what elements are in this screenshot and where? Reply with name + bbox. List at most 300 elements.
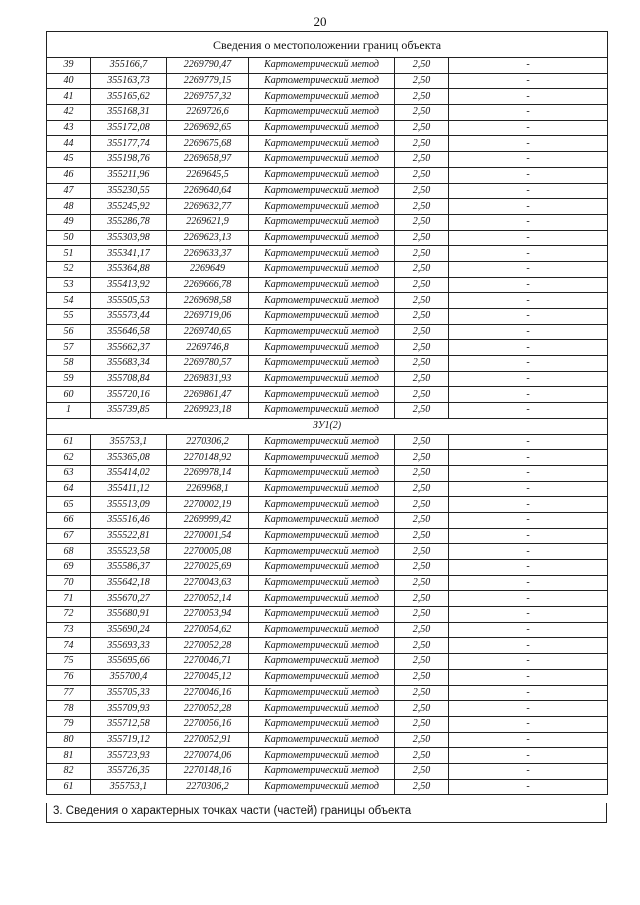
- point-number-cell: 56: [47, 324, 91, 340]
- x-coordinate-cell: 355245,92: [91, 199, 167, 215]
- method-cell: Картометрический метод: [249, 120, 395, 136]
- x-coordinate-cell: 355505,53: [91, 293, 167, 309]
- accuracy-cell: 2,50: [395, 732, 449, 748]
- point-number-cell: 72: [47, 607, 91, 623]
- point-number-cell: 43: [47, 120, 91, 136]
- description-cell: -: [449, 136, 608, 152]
- point-number-cell: 46: [47, 167, 91, 183]
- description-cell: -: [449, 732, 608, 748]
- point-number-cell: 61: [47, 434, 91, 450]
- y-coordinate-cell: 2269675,68: [167, 136, 249, 152]
- method-cell: Картометрический метод: [249, 214, 395, 230]
- accuracy-cell: 2,50: [395, 607, 449, 623]
- y-coordinate-cell: 2270001,54: [167, 528, 249, 544]
- accuracy-cell: 2,50: [395, 340, 449, 356]
- boundary-table: [46, 31, 608, 795]
- point-number-cell: 42: [47, 105, 91, 121]
- table-row: [47, 481, 608, 497]
- method-cell: Картометрический метод: [249, 403, 395, 419]
- description-cell: -: [449, 654, 608, 670]
- point-number-cell: 78: [47, 701, 91, 717]
- description-cell: -: [449, 544, 608, 560]
- accuracy-cell: 2,50: [395, 293, 449, 309]
- y-coordinate-cell: 2269649: [167, 261, 249, 277]
- accuracy-cell: 2,50: [395, 261, 449, 277]
- accuracy-cell: 2,50: [395, 89, 449, 105]
- y-coordinate-cell: 2269780,57: [167, 356, 249, 372]
- description-cell: -: [449, 403, 608, 419]
- accuracy-cell: 2,50: [395, 450, 449, 466]
- description-cell: -: [449, 748, 608, 764]
- point-number-cell: 53: [47, 277, 91, 293]
- x-coordinate-cell: 355513,09: [91, 497, 167, 513]
- method-cell: Картометрический метод: [249, 230, 395, 246]
- table-row: [47, 152, 608, 168]
- y-coordinate-cell: 2269692,65: [167, 120, 249, 136]
- accuracy-cell: 2,50: [395, 199, 449, 215]
- y-coordinate-cell: 2269978,14: [167, 465, 249, 481]
- x-coordinate-cell: 355753,1: [91, 779, 167, 795]
- point-number-cell: 71: [47, 591, 91, 607]
- accuracy-cell: 2,50: [395, 356, 449, 372]
- y-coordinate-cell: 2269658,97: [167, 152, 249, 168]
- table-row: [47, 763, 608, 779]
- description-cell: -: [449, 779, 608, 795]
- accuracy-cell: 2,50: [395, 591, 449, 607]
- table-row: [47, 575, 608, 591]
- accuracy-cell: 2,50: [395, 246, 449, 262]
- x-coordinate-cell: 355230,55: [91, 183, 167, 199]
- description-cell: -: [449, 669, 608, 685]
- description-cell: -: [449, 575, 608, 591]
- y-coordinate-cell: 2270148,16: [167, 763, 249, 779]
- y-coordinate-cell: 2269726,6: [167, 105, 249, 121]
- accuracy-cell: 2,50: [395, 73, 449, 89]
- x-coordinate-cell: 355712,58: [91, 716, 167, 732]
- table-row: [47, 591, 608, 607]
- point-number-cell: 61: [47, 779, 91, 795]
- x-coordinate-cell: 355739,85: [91, 403, 167, 419]
- method-cell: Картометрический метод: [249, 340, 395, 356]
- table-row: [47, 261, 608, 277]
- point-number-cell: 51: [47, 246, 91, 262]
- y-coordinate-cell: 2269779,15: [167, 73, 249, 89]
- y-coordinate-cell: 2270056,16: [167, 716, 249, 732]
- description-cell: -: [449, 183, 608, 199]
- table-row: [47, 607, 608, 623]
- page-number: 20: [313, 14, 327, 29]
- description-cell: -: [449, 371, 608, 387]
- x-coordinate-cell: 355303,98: [91, 230, 167, 246]
- y-coordinate-cell: 2269633,37: [167, 246, 249, 262]
- table-row: [47, 58, 608, 74]
- table-row: [47, 324, 608, 340]
- x-coordinate-cell: 355413,92: [91, 277, 167, 293]
- table-row: [47, 638, 608, 654]
- description-cell: -: [449, 481, 608, 497]
- footer-section-title: 3. Сведения о характерных точках части (частей) границы объекта: [46, 803, 607, 823]
- method-cell: Картометрический метод: [249, 716, 395, 732]
- method-cell: Картометрический метод: [249, 591, 395, 607]
- table-row: [47, 167, 608, 183]
- table-header: Сведения о местоположении границ объекта: [47, 32, 608, 58]
- accuracy-cell: 2,50: [395, 497, 449, 513]
- table-row: [47, 622, 608, 638]
- description-cell: -: [449, 434, 608, 450]
- y-coordinate-cell: 2269790,47: [167, 58, 249, 74]
- point-number-cell: 48: [47, 199, 91, 215]
- x-coordinate-cell: 355695,66: [91, 654, 167, 670]
- method-cell: Картометрический метод: [249, 261, 395, 277]
- point-number-cell: 75: [47, 654, 91, 670]
- description-cell: -: [449, 497, 608, 513]
- x-coordinate-cell: 355753,1: [91, 434, 167, 450]
- method-cell: Картометрический метод: [249, 58, 395, 74]
- y-coordinate-cell: 2269623,13: [167, 230, 249, 246]
- table-row: [47, 277, 608, 293]
- accuracy-cell: 2,50: [395, 120, 449, 136]
- method-cell: Картометрический метод: [249, 575, 395, 591]
- accuracy-cell: 2,50: [395, 277, 449, 293]
- method-cell: Картометрический метод: [249, 277, 395, 293]
- accuracy-cell: 2,50: [395, 183, 449, 199]
- point-number-cell: 77: [47, 685, 91, 701]
- y-coordinate-cell: 2269645,5: [167, 167, 249, 183]
- y-coordinate-cell: 2269632,77: [167, 199, 249, 215]
- table-row: [47, 371, 608, 387]
- table-row: [47, 450, 608, 466]
- method-cell: Картометрический метод: [249, 293, 395, 309]
- y-coordinate-cell: 2269640,64: [167, 183, 249, 199]
- accuracy-cell: 2,50: [395, 481, 449, 497]
- table-row: [47, 136, 608, 152]
- table-row: [47, 356, 608, 372]
- x-coordinate-cell: 355646,58: [91, 324, 167, 340]
- method-cell: Картометрический метод: [249, 450, 395, 466]
- description-cell: -: [449, 450, 608, 466]
- description-cell: -: [449, 89, 608, 105]
- x-coordinate-cell: 355720,16: [91, 387, 167, 403]
- x-coordinate-cell: 355523,58: [91, 544, 167, 560]
- table-row: [47, 230, 608, 246]
- point-number-cell: 50: [47, 230, 91, 246]
- description-cell: -: [449, 261, 608, 277]
- point-number-cell: 39: [47, 58, 91, 74]
- x-coordinate-cell: 355642,18: [91, 575, 167, 591]
- method-cell: Картометрический метод: [249, 465, 395, 481]
- description-cell: -: [449, 152, 608, 168]
- accuracy-cell: 2,50: [395, 58, 449, 74]
- y-coordinate-cell: 2269999,42: [167, 512, 249, 528]
- point-number-cell: 79: [47, 716, 91, 732]
- y-coordinate-cell: 2269861,47: [167, 387, 249, 403]
- y-coordinate-cell: 2270005,08: [167, 544, 249, 560]
- y-coordinate-cell: 2270306,2: [167, 434, 249, 450]
- table-row: [47, 685, 608, 701]
- description-cell: -: [449, 528, 608, 544]
- x-coordinate-cell: 355726,35: [91, 763, 167, 779]
- accuracy-cell: 2,50: [395, 167, 449, 183]
- point-number-cell: 73: [47, 622, 91, 638]
- accuracy-cell: 2,50: [395, 403, 449, 419]
- description-cell: -: [449, 214, 608, 230]
- table-row: [47, 293, 608, 309]
- table-row: [47, 73, 608, 89]
- y-coordinate-cell: 2269831,93: [167, 371, 249, 387]
- point-number-cell: 63: [47, 465, 91, 481]
- description-cell: -: [449, 512, 608, 528]
- point-number-cell: 47: [47, 183, 91, 199]
- table-row: [47, 434, 608, 450]
- x-coordinate-cell: 355365,08: [91, 450, 167, 466]
- table-row: [47, 105, 608, 121]
- method-cell: Картометрический метод: [249, 371, 395, 387]
- description-cell: -: [449, 73, 608, 89]
- description-cell: -: [449, 167, 608, 183]
- accuracy-cell: 2,50: [395, 136, 449, 152]
- accuracy-cell: 2,50: [395, 575, 449, 591]
- method-cell: Картометрический метод: [249, 183, 395, 199]
- method-cell: Картометрический метод: [249, 669, 395, 685]
- description-cell: -: [449, 246, 608, 262]
- boundary-table-body: [47, 32, 608, 795]
- y-coordinate-cell: 2269666,78: [167, 277, 249, 293]
- method-cell: Картометрический метод: [249, 105, 395, 121]
- x-coordinate-cell: 355211,96: [91, 167, 167, 183]
- point-number-cell: 54: [47, 293, 91, 309]
- x-coordinate-cell: 355719,12: [91, 732, 167, 748]
- method-cell: Картометрический метод: [249, 324, 395, 340]
- accuracy-cell: 2,50: [395, 638, 449, 654]
- description-cell: -: [449, 607, 608, 623]
- accuracy-cell: 2,50: [395, 105, 449, 121]
- method-cell: Картометрический метод: [249, 607, 395, 623]
- x-coordinate-cell: 355411,12: [91, 481, 167, 497]
- accuracy-cell: 2,50: [395, 387, 449, 403]
- accuracy-cell: 2,50: [395, 309, 449, 325]
- method-cell: Картометрический метод: [249, 748, 395, 764]
- method-cell: Картометрический метод: [249, 560, 395, 576]
- table-row: [47, 120, 608, 136]
- table-row: [47, 701, 608, 717]
- accuracy-cell: 2,50: [395, 371, 449, 387]
- x-coordinate-cell: 355166,7: [91, 58, 167, 74]
- table-row: [47, 654, 608, 670]
- x-coordinate-cell: 355163,73: [91, 73, 167, 89]
- method-cell: Картометрический метод: [249, 622, 395, 638]
- table-row: [47, 748, 608, 764]
- x-coordinate-cell: 355680,91: [91, 607, 167, 623]
- section-row: [47, 418, 608, 434]
- y-coordinate-cell: 2270052,28: [167, 638, 249, 654]
- accuracy-cell: 2,50: [395, 701, 449, 717]
- x-coordinate-cell: 355662,37: [91, 340, 167, 356]
- y-coordinate-cell: 2270046,16: [167, 685, 249, 701]
- method-cell: Картометрический метод: [249, 481, 395, 497]
- description-cell: -: [449, 638, 608, 654]
- table-row: [47, 387, 608, 403]
- point-number-cell: 57: [47, 340, 91, 356]
- point-number-cell: 64: [47, 481, 91, 497]
- table-row: [47, 528, 608, 544]
- accuracy-cell: 2,50: [395, 528, 449, 544]
- method-cell: Картометрический метод: [249, 638, 395, 654]
- description-cell: -: [449, 277, 608, 293]
- x-coordinate-cell: 355172,08: [91, 120, 167, 136]
- point-number-cell: 60: [47, 387, 91, 403]
- point-number-cell: 74: [47, 638, 91, 654]
- table-row: [47, 246, 608, 262]
- method-cell: Картометрический метод: [249, 387, 395, 403]
- x-coordinate-cell: 355670,27: [91, 591, 167, 607]
- accuracy-cell: 2,50: [395, 748, 449, 764]
- point-number-cell: 55: [47, 309, 91, 325]
- point-number-cell: 1: [47, 403, 91, 419]
- description-cell: -: [449, 387, 608, 403]
- table-row: [47, 716, 608, 732]
- description-cell: -: [449, 58, 608, 74]
- accuracy-cell: 2,50: [395, 685, 449, 701]
- y-coordinate-cell: 2270306,2: [167, 779, 249, 795]
- table-row: [47, 340, 608, 356]
- method-cell: Картометрический метод: [249, 701, 395, 717]
- accuracy-cell: 2,50: [395, 716, 449, 732]
- method-cell: Картометрический метод: [249, 136, 395, 152]
- table-row: [47, 544, 608, 560]
- accuracy-cell: 2,50: [395, 763, 449, 779]
- method-cell: Картометрический метод: [249, 199, 395, 215]
- description-cell: -: [449, 685, 608, 701]
- y-coordinate-cell: 2270025,69: [167, 560, 249, 576]
- y-coordinate-cell: 2270052,28: [167, 701, 249, 717]
- x-coordinate-cell: 355198,76: [91, 152, 167, 168]
- description-cell: -: [449, 199, 608, 215]
- y-coordinate-cell: 2269923,18: [167, 403, 249, 419]
- table-row: [47, 89, 608, 105]
- accuracy-cell: 2,50: [395, 544, 449, 560]
- method-cell: Картометрический метод: [249, 779, 395, 795]
- point-number-cell: 80: [47, 732, 91, 748]
- point-number-cell: 62: [47, 450, 91, 466]
- description-cell: -: [449, 701, 608, 717]
- table-row: [47, 732, 608, 748]
- method-cell: Картометрический метод: [249, 89, 395, 105]
- method-cell: Картометрический метод: [249, 732, 395, 748]
- x-coordinate-cell: 355168,31: [91, 105, 167, 121]
- accuracy-cell: 2,50: [395, 214, 449, 230]
- x-coordinate-cell: 355165,62: [91, 89, 167, 105]
- y-coordinate-cell: 2270052,14: [167, 591, 249, 607]
- section-label: ЗУ1(2): [47, 418, 608, 434]
- table-row: [47, 403, 608, 419]
- table-row: [47, 214, 608, 230]
- description-cell: -: [449, 763, 608, 779]
- table-row: [47, 779, 608, 795]
- table-row: [47, 465, 608, 481]
- x-coordinate-cell: 355683,34: [91, 356, 167, 372]
- y-coordinate-cell: 2270054,62: [167, 622, 249, 638]
- y-coordinate-cell: 2270074,06: [167, 748, 249, 764]
- accuracy-cell: 2,50: [395, 324, 449, 340]
- y-coordinate-cell: 2269698,58: [167, 293, 249, 309]
- y-coordinate-cell: 2269757,32: [167, 89, 249, 105]
- point-number-cell: 44: [47, 136, 91, 152]
- accuracy-cell: 2,50: [395, 779, 449, 795]
- y-coordinate-cell: 2269621,9: [167, 214, 249, 230]
- y-coordinate-cell: 2270053,94: [167, 607, 249, 623]
- table-row: [47, 560, 608, 576]
- description-cell: -: [449, 716, 608, 732]
- method-cell: Картометрический метод: [249, 152, 395, 168]
- description-cell: -: [449, 622, 608, 638]
- point-number-cell: 68: [47, 544, 91, 560]
- x-coordinate-cell: 355690,24: [91, 622, 167, 638]
- point-number-cell: 76: [47, 669, 91, 685]
- accuracy-cell: 2,50: [395, 434, 449, 450]
- accuracy-cell: 2,50: [395, 669, 449, 685]
- y-coordinate-cell: 2270046,71: [167, 654, 249, 670]
- point-number-cell: 82: [47, 763, 91, 779]
- accuracy-cell: 2,50: [395, 622, 449, 638]
- y-coordinate-cell: 2270045,12: [167, 669, 249, 685]
- method-cell: Картометрический метод: [249, 763, 395, 779]
- y-coordinate-cell: 2269740,65: [167, 324, 249, 340]
- y-coordinate-cell: 2270148,92: [167, 450, 249, 466]
- table-row: [47, 497, 608, 513]
- method-cell: Картометрический метод: [249, 512, 395, 528]
- point-number-cell: 49: [47, 214, 91, 230]
- accuracy-cell: 2,50: [395, 512, 449, 528]
- x-coordinate-cell: 355286,78: [91, 214, 167, 230]
- point-number-cell: 69: [47, 560, 91, 576]
- x-coordinate-cell: 355693,33: [91, 638, 167, 654]
- method-cell: Картометрический метод: [249, 167, 395, 183]
- description-cell: -: [449, 120, 608, 136]
- x-coordinate-cell: 355709,93: [91, 701, 167, 717]
- description-cell: -: [449, 105, 608, 121]
- table-row: [47, 199, 608, 215]
- y-coordinate-cell: 2270052,91: [167, 732, 249, 748]
- x-coordinate-cell: 355414,02: [91, 465, 167, 481]
- accuracy-cell: 2,50: [395, 230, 449, 246]
- x-coordinate-cell: 355705,33: [91, 685, 167, 701]
- x-coordinate-cell: 355364,88: [91, 261, 167, 277]
- method-cell: Картометрический метод: [249, 73, 395, 89]
- x-coordinate-cell: 355516,46: [91, 512, 167, 528]
- point-number-cell: 81: [47, 748, 91, 764]
- table-row: [47, 512, 608, 528]
- accuracy-cell: 2,50: [395, 465, 449, 481]
- method-cell: Картометрический метод: [249, 246, 395, 262]
- description-cell: -: [449, 591, 608, 607]
- description-cell: -: [449, 324, 608, 340]
- description-cell: -: [449, 465, 608, 481]
- x-coordinate-cell: 355723,93: [91, 748, 167, 764]
- x-coordinate-cell: 355573,44: [91, 309, 167, 325]
- table-header-row: [47, 32, 608, 58]
- point-number-cell: 70: [47, 575, 91, 591]
- accuracy-cell: 2,50: [395, 654, 449, 670]
- table-row: [47, 183, 608, 199]
- description-cell: -: [449, 309, 608, 325]
- point-number-cell: 59: [47, 371, 91, 387]
- description-cell: -: [449, 340, 608, 356]
- description-cell: -: [449, 356, 608, 372]
- x-coordinate-cell: 355586,37: [91, 560, 167, 576]
- accuracy-cell: 2,50: [395, 560, 449, 576]
- method-cell: Картометрический метод: [249, 497, 395, 513]
- table-row: [47, 669, 608, 685]
